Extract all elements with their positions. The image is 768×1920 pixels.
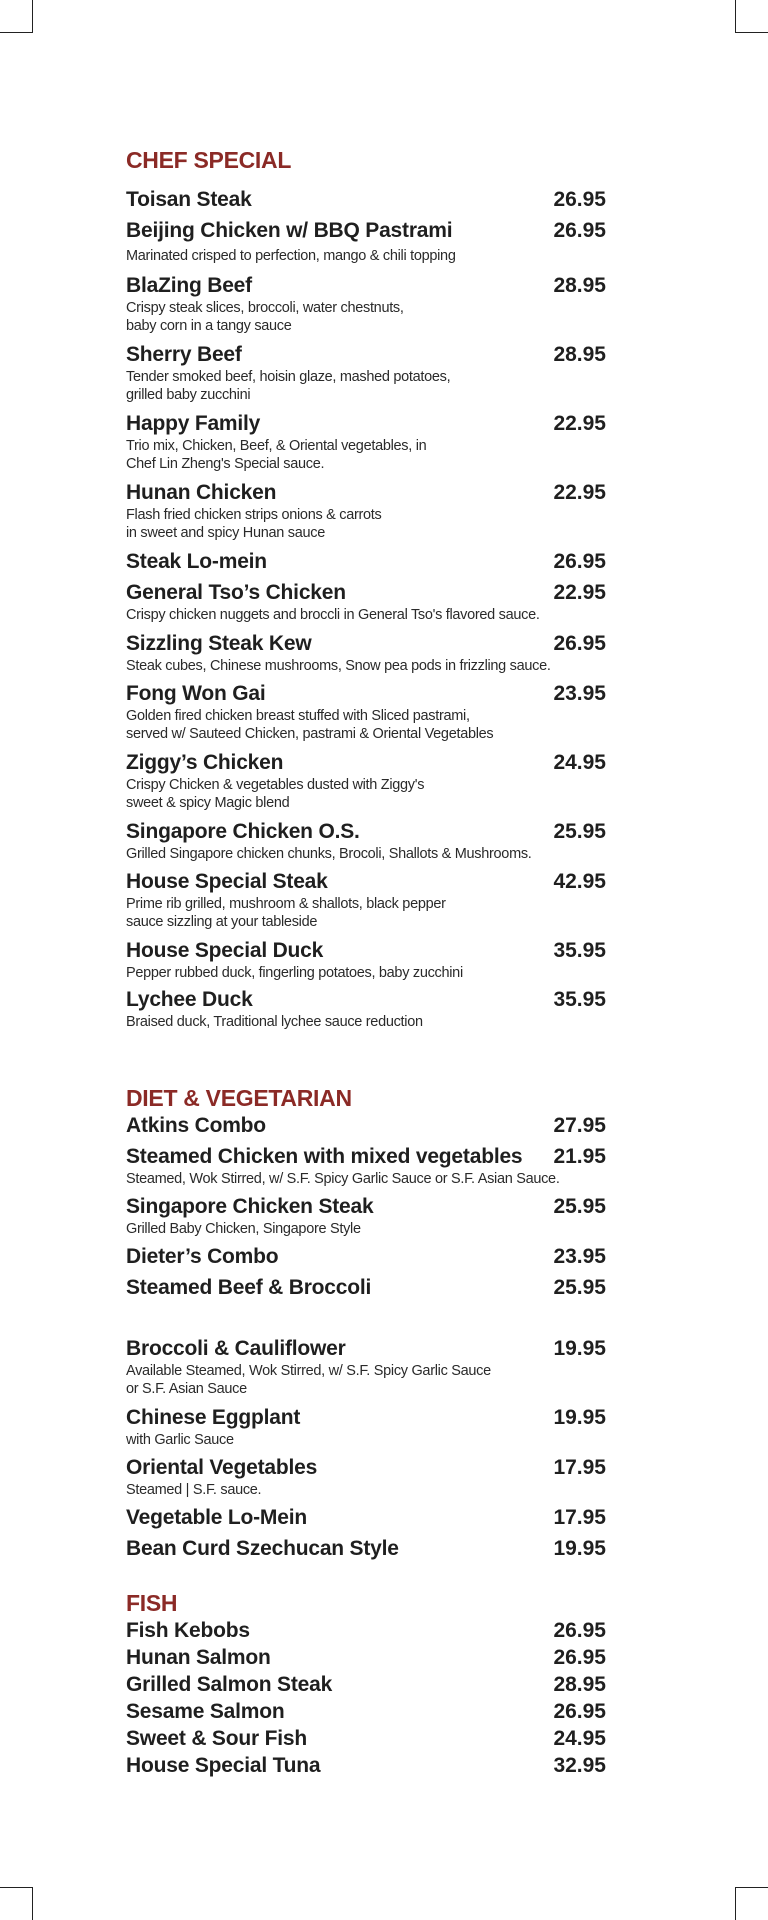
item-description bbox=[126, 1481, 606, 1499]
item-name: Bean Curd Szechucan Style bbox=[126, 1537, 399, 1560]
menu-item bbox=[126, 218, 606, 265]
item-name: House Special Tuna bbox=[126, 1754, 321, 1777]
item-price: 35.95 bbox=[553, 988, 606, 1011]
item-price: 23.95 bbox=[553, 682, 606, 705]
item-name: Grilled Salmon Steak bbox=[126, 1673, 333, 1696]
menu-item bbox=[126, 342, 606, 404]
item-name: Sherry Beef bbox=[126, 343, 242, 366]
item-name: Sesame Salmon bbox=[126, 1700, 285, 1723]
item-price: 26.95 bbox=[553, 188, 606, 211]
item-name: Dieter’s Combo bbox=[126, 1245, 279, 1268]
item-name: Lychee Duck bbox=[126, 988, 253, 1011]
menu-item bbox=[126, 1455, 606, 1499]
menu-item bbox=[126, 1536, 606, 1562]
item-name: BlaZing Beef bbox=[126, 274, 252, 297]
item-name: Sizzling Steak Kew bbox=[126, 632, 312, 655]
item-name: Steamed Beef & Broccoli bbox=[126, 1276, 372, 1299]
item-price: 19.95 bbox=[553, 1337, 606, 1360]
description-line: Grilled Baby Chicken, Singapore Style bbox=[126, 1221, 361, 1237]
menu-item bbox=[126, 480, 606, 542]
item-name: Fish Kebobs bbox=[126, 1619, 250, 1642]
menu-item bbox=[126, 1275, 606, 1301]
description-line: sauce sizzling at your tableside bbox=[126, 914, 318, 930]
item-name: Broccoli & Cauliflower bbox=[126, 1337, 346, 1360]
description-line: Braised duck, Traditional lychee sauce reduction bbox=[126, 1014, 423, 1030]
description-line: sweet & spicy Magic blend bbox=[126, 795, 290, 811]
description-line: Chef Lin Zheng's Special sauce. bbox=[126, 456, 325, 472]
item-price: 22.95 bbox=[553, 412, 606, 435]
description-line: Grilled Singapore chicken chunks, Brocoli, Shallots & Mushrooms. bbox=[126, 846, 532, 862]
description-line: Golden fired chicken breast stuffed with Sliced pastrami, bbox=[126, 708, 470, 724]
item-description bbox=[126, 247, 606, 265]
item-description bbox=[126, 1362, 606, 1398]
menu-item bbox=[126, 1113, 606, 1139]
menu-item bbox=[126, 750, 606, 812]
item-price: 26.95 bbox=[553, 1700, 606, 1723]
item-name: General Tso’s Chicken bbox=[126, 581, 346, 604]
description-line: Flash fried chicken strips onions & carrots bbox=[126, 507, 382, 523]
description-line: Crispy steak slices, broccoli, water chestnuts, bbox=[126, 300, 404, 316]
crop-mark-top-left bbox=[0, 0, 33, 33]
item-description bbox=[126, 776, 606, 812]
menu-item bbox=[126, 549, 606, 575]
menu-page bbox=[126, 145, 606, 1779]
section-chef-special bbox=[126, 145, 606, 1031]
crop-mark-bottom-right bbox=[735, 1887, 768, 1920]
description-line: Tender smoked beef, hoisin glaze, mashed potatoes, bbox=[126, 369, 451, 385]
item-name: Atkins Combo bbox=[126, 1114, 266, 1137]
item-price: 23.95 bbox=[553, 1245, 606, 1268]
menu-item bbox=[126, 987, 606, 1031]
menu-item bbox=[126, 580, 606, 624]
item-price: 26.95 bbox=[553, 1646, 606, 1669]
item-description bbox=[126, 1170, 606, 1188]
item-price: 21.95 bbox=[553, 1145, 606, 1168]
item-description bbox=[126, 1013, 606, 1031]
menu-item bbox=[126, 1505, 606, 1531]
item-price: 19.95 bbox=[553, 1406, 606, 1429]
item-name: Steamed Chicken with mixed vegetables bbox=[126, 1145, 523, 1168]
item-price: 26.95 bbox=[553, 1619, 606, 1642]
menu-item bbox=[126, 1336, 606, 1398]
description-line: Crispy Chicken & vegetables dusted with Ziggy's bbox=[126, 777, 425, 793]
description-line: Available Steamed, Wok Stirred, w/ S.F. Spicy Garlic Sauce bbox=[126, 1363, 491, 1379]
item-price: 27.95 bbox=[553, 1114, 606, 1137]
item-price: 35.95 bbox=[553, 939, 606, 962]
description-line: in sweet and spicy Hunan sauce bbox=[126, 525, 325, 541]
item-name: Steak Lo-mein bbox=[126, 550, 267, 573]
description-line: baby corn in a tangy sauce bbox=[126, 318, 292, 334]
menu-item bbox=[126, 1699, 606, 1725]
item-name: Fong Won Gai bbox=[126, 682, 266, 705]
item-price: 28.95 bbox=[553, 274, 606, 297]
item-description bbox=[126, 606, 606, 624]
menu-item bbox=[126, 187, 606, 213]
menu-item bbox=[126, 1645, 606, 1671]
description-line: grilled baby zucchini bbox=[126, 387, 251, 403]
item-price: 25.95 bbox=[553, 820, 606, 843]
item-description bbox=[126, 845, 606, 863]
item-price: 32.95 bbox=[553, 1754, 606, 1777]
item-price: 24.95 bbox=[553, 751, 606, 774]
section-title: DIET & VEGETARIAN bbox=[126, 1085, 352, 1111]
item-description bbox=[126, 437, 606, 473]
menu-item bbox=[126, 1244, 606, 1270]
menu-item bbox=[126, 869, 606, 931]
item-name: Happy Family bbox=[126, 412, 261, 435]
item-price: 17.95 bbox=[553, 1456, 606, 1479]
item-name: Chinese Eggplant bbox=[126, 1406, 301, 1429]
section-diet-vegetarian bbox=[126, 1083, 606, 1562]
crop-mark-bottom-left bbox=[0, 1887, 33, 1920]
item-name: House Special Duck bbox=[126, 939, 324, 962]
item-name: Ziggy’s Chicken bbox=[126, 751, 284, 774]
description-line: or S.F. Asian Sauce bbox=[126, 1381, 247, 1397]
item-description bbox=[126, 1431, 606, 1449]
description-line: Crispy chicken nuggets and broccli in General Tso's flavored sauce. bbox=[126, 607, 540, 623]
item-price: 25.95 bbox=[553, 1276, 606, 1299]
item-price: 17.95 bbox=[553, 1506, 606, 1529]
item-price: 28.95 bbox=[553, 1673, 606, 1696]
description-line: Steak cubes, Chinese mushrooms, Snow pea pods in frizzling sauce. bbox=[126, 658, 551, 674]
item-name: Oriental Vegetables bbox=[126, 1456, 318, 1479]
item-description bbox=[126, 657, 606, 675]
menu-item bbox=[126, 1405, 606, 1449]
item-price: 26.95 bbox=[553, 219, 606, 242]
menu-item bbox=[126, 1618, 606, 1644]
item-name: Beijing Chicken w/ BBQ Pastrami bbox=[126, 219, 453, 242]
menu-item bbox=[126, 1672, 606, 1698]
menu-item bbox=[126, 681, 606, 743]
item-price: 19.95 bbox=[553, 1537, 606, 1560]
item-name: Vegetable Lo-Mein bbox=[126, 1506, 307, 1529]
description-line: Steamed | S.F. sauce. bbox=[126, 1482, 262, 1498]
menu-item bbox=[126, 938, 606, 982]
item-price: 26.95 bbox=[553, 550, 606, 573]
item-description bbox=[126, 964, 606, 982]
crop-mark-top-right bbox=[735, 0, 768, 33]
description-line: with Garlic Sauce bbox=[126, 1432, 234, 1448]
menu-item bbox=[126, 273, 606, 335]
item-name: Hunan Salmon bbox=[126, 1646, 271, 1669]
item-price: 22.95 bbox=[553, 581, 606, 604]
description-line: Marinated crisped to perfection, mango & chili topping bbox=[126, 248, 456, 264]
item-description bbox=[126, 506, 606, 542]
description-line: Pepper rubbed duck, fingerling potatoes, baby zucchini bbox=[126, 965, 463, 981]
section-title: FISH bbox=[126, 1590, 178, 1616]
section-fish bbox=[126, 1588, 606, 1779]
menu-item bbox=[126, 411, 606, 473]
item-name: House Special Steak bbox=[126, 870, 328, 893]
description-line: served w/ Sauteed Chicken, pastrami & Oriental Vegetables bbox=[126, 726, 494, 742]
description-line: Trio mix, Chicken, Beef, & Oriental vegetables, in bbox=[126, 438, 427, 454]
item-price: 26.95 bbox=[553, 632, 606, 655]
description-line: Prime rib grilled, mushroom & shallots, black pepper bbox=[126, 896, 446, 912]
item-price: 25.95 bbox=[553, 1195, 606, 1218]
menu-item bbox=[126, 819, 606, 863]
item-name: Singapore Chicken O.S. bbox=[126, 820, 360, 843]
menu-item bbox=[126, 1753, 606, 1779]
menu-item bbox=[126, 1726, 606, 1752]
item-description bbox=[126, 895, 606, 931]
item-description bbox=[126, 368, 606, 404]
item-description bbox=[126, 707, 606, 743]
item-description bbox=[126, 1220, 606, 1238]
menu-item bbox=[126, 1194, 606, 1238]
menu-item bbox=[126, 631, 606, 675]
item-price: 24.95 bbox=[553, 1727, 606, 1750]
item-price: 42.95 bbox=[553, 870, 606, 893]
item-price: 22.95 bbox=[553, 481, 606, 504]
item-name: Sweet & Sour Fish bbox=[126, 1727, 307, 1750]
item-price: 28.95 bbox=[553, 343, 606, 366]
menu-item bbox=[126, 1144, 606, 1188]
item-name: Singapore Chicken Steak bbox=[126, 1195, 374, 1218]
item-description bbox=[126, 299, 606, 335]
item-name: Hunan Chicken bbox=[126, 481, 277, 504]
item-name: Toisan Steak bbox=[126, 188, 252, 211]
section-title: CHEF SPECIAL bbox=[126, 147, 292, 173]
description-line: Steamed, Wok Stirred, w/ S.F. Spicy Garlic Sauce or S.F. Asian Sauce. bbox=[126, 1171, 560, 1187]
